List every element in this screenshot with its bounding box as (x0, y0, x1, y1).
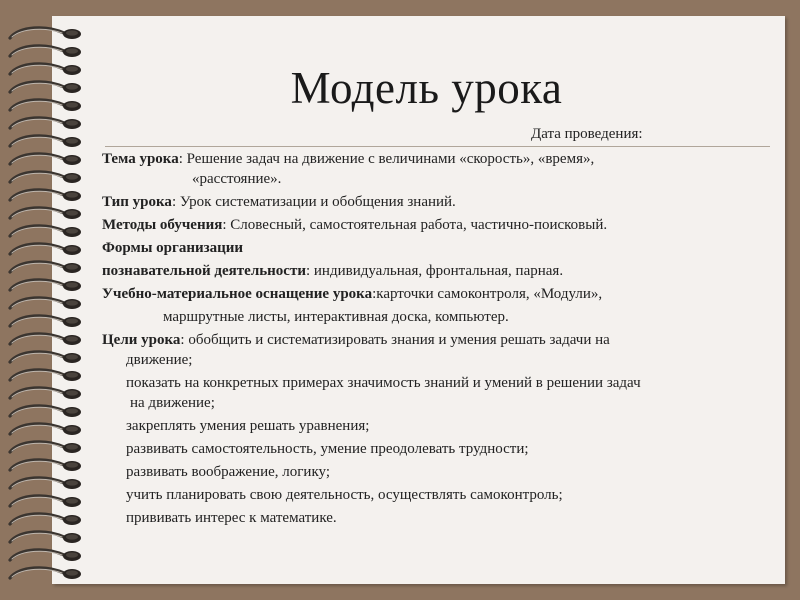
goal-item-text: прививать интерес к математике. (126, 510, 337, 526)
goal-item (102, 439, 782, 462)
equipment-label: Учебно-материальное оснащение урока (102, 286, 373, 302)
goals-label: Цели урока (102, 332, 181, 348)
goals-line-2 (102, 350, 782, 373)
topic-label: Тема урока (102, 151, 179, 167)
forms-label: Формы организации (102, 240, 244, 256)
topic-text-2: «расстояние». (192, 171, 282, 187)
goal-item-text: на движение; (130, 395, 215, 411)
forms-text: : индивидуальная, фронтальная, парная. (305, 263, 564, 279)
forms-line (102, 238, 782, 261)
page-title: Модель урока (290, 63, 563, 113)
methods-label: Методы обучения (102, 217, 223, 233)
goal-item-text: развивать самостоятельность, умение преодолевать трудности; (126, 441, 529, 457)
topic-text: : Решение задач на движение с величинами «скорость», «время», (178, 151, 595, 167)
methods-line (102, 215, 782, 238)
topic-line-2 (102, 169, 782, 192)
goal-item (102, 373, 782, 393)
lesson-type-line (102, 192, 782, 215)
goal-item (102, 462, 782, 485)
forms-line-2 (102, 261, 782, 284)
equipment-text: :карточки самоконтроля, «Модули», (372, 286, 603, 302)
topic-line (102, 149, 782, 169)
goal-item (102, 508, 782, 531)
goal-item (102, 393, 782, 416)
divider (105, 146, 770, 147)
lesson-content (102, 149, 782, 531)
goal-item (102, 485, 782, 508)
goals-text-2: движение; (126, 352, 193, 368)
equipment-line-2 (102, 307, 782, 330)
lesson-type-text: : Урок систематизации и обобщения знаний. (171, 194, 456, 210)
goals-text: : обобщить и систематизировать знания и умения решать задачи на (180, 332, 610, 348)
goal-item (102, 416, 782, 439)
equipment-line (102, 284, 782, 307)
goal-item-text: развивать воображение, логику; (126, 464, 331, 480)
goals-line (102, 330, 782, 350)
forms-label-2: познавательной деятельности (102, 263, 306, 279)
date-label: Дата проведения: (531, 126, 643, 142)
methods-text: : Словесный, самостоятельная работа, частично-поисковый. (222, 217, 608, 233)
goal-item-text: учить планировать свою деятельность, осуществлять самоконтроль; (126, 487, 563, 503)
goal-item-text: показать на конкретных примерах значимость знаний и умений в решении задач (126, 375, 641, 391)
lesson-type-label: Тип урока (102, 194, 172, 210)
equipment-text-2: маршрутные листы, интерактивная доска, компьютер. (163, 309, 509, 325)
goal-item-text: закреплять умения решать уравнения; (126, 418, 370, 434)
